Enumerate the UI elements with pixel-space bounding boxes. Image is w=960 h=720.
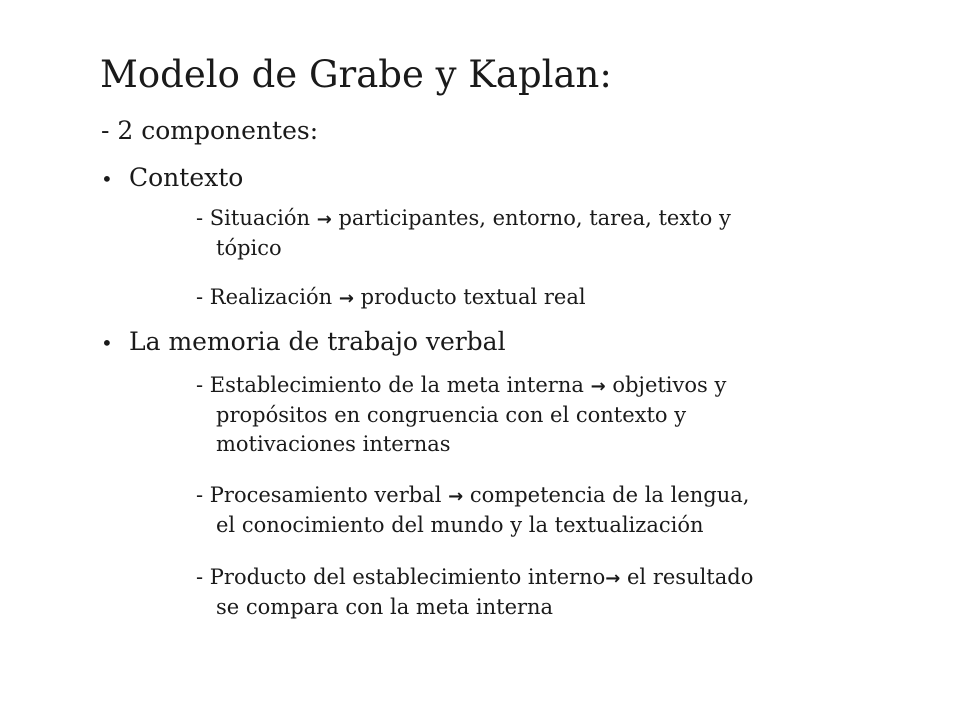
bullet-dot-icon: •	[101, 167, 113, 191]
sub-item-text: objetivos y	[612, 373, 727, 397]
sub-item-text: el resultado	[627, 565, 754, 589]
sub-item-prefix: - Situación	[196, 206, 311, 230]
slide-title: Modelo de Grabe y Kaplan:	[100, 53, 612, 96]
bullet-memoria	[101, 325, 506, 360]
bullet-dot-icon: •	[101, 331, 113, 355]
sub-item-continuation: propósitos en congruencia con el contexto y	[216, 403, 687, 427]
sub-item-establecimiento	[196, 371, 896, 459]
sub-item-prefix: - Procesamiento verbal	[196, 483, 442, 507]
sub-item-realizacion	[196, 283, 896, 313]
sub-item-text: producto textual real	[360, 285, 586, 309]
sub-item-text: competencia de la lengua,	[469, 483, 750, 507]
sub-item-prefix: - Establecimiento de la meta interna	[196, 373, 584, 397]
arrow-right-icon: →	[338, 288, 354, 309]
sub-item-producto	[196, 563, 896, 622]
sub-item-procesamiento	[196, 481, 896, 540]
sub-item-situacion	[196, 204, 896, 263]
arrow-right-icon: →	[590, 376, 606, 397]
bullet-label: La memoria de trabajo verbal	[129, 327, 506, 356]
arrow-right-icon: →	[605, 568, 621, 589]
bullet-label: Contexto	[129, 163, 244, 192]
slide-subtitle: - 2 componentes:	[101, 116, 319, 145]
arrow-right-icon: →	[448, 486, 464, 507]
sub-item-continuation: el conocimiento del mundo y la textualización	[216, 513, 704, 537]
sub-item-continuation: se compara con la meta interna	[216, 595, 554, 619]
sub-item-prefix: - Realización	[196, 285, 333, 309]
sub-item-prefix: - Producto del establecimiento interno	[196, 565, 606, 589]
sub-item-continuation-2: motivaciones internas	[216, 432, 451, 456]
sub-item-text: participantes, entorno, tarea, texto y	[338, 206, 731, 230]
arrow-right-icon: →	[316, 209, 332, 230]
sub-item-continuation: tópico	[216, 236, 282, 260]
bullet-contexto	[101, 161, 243, 196]
